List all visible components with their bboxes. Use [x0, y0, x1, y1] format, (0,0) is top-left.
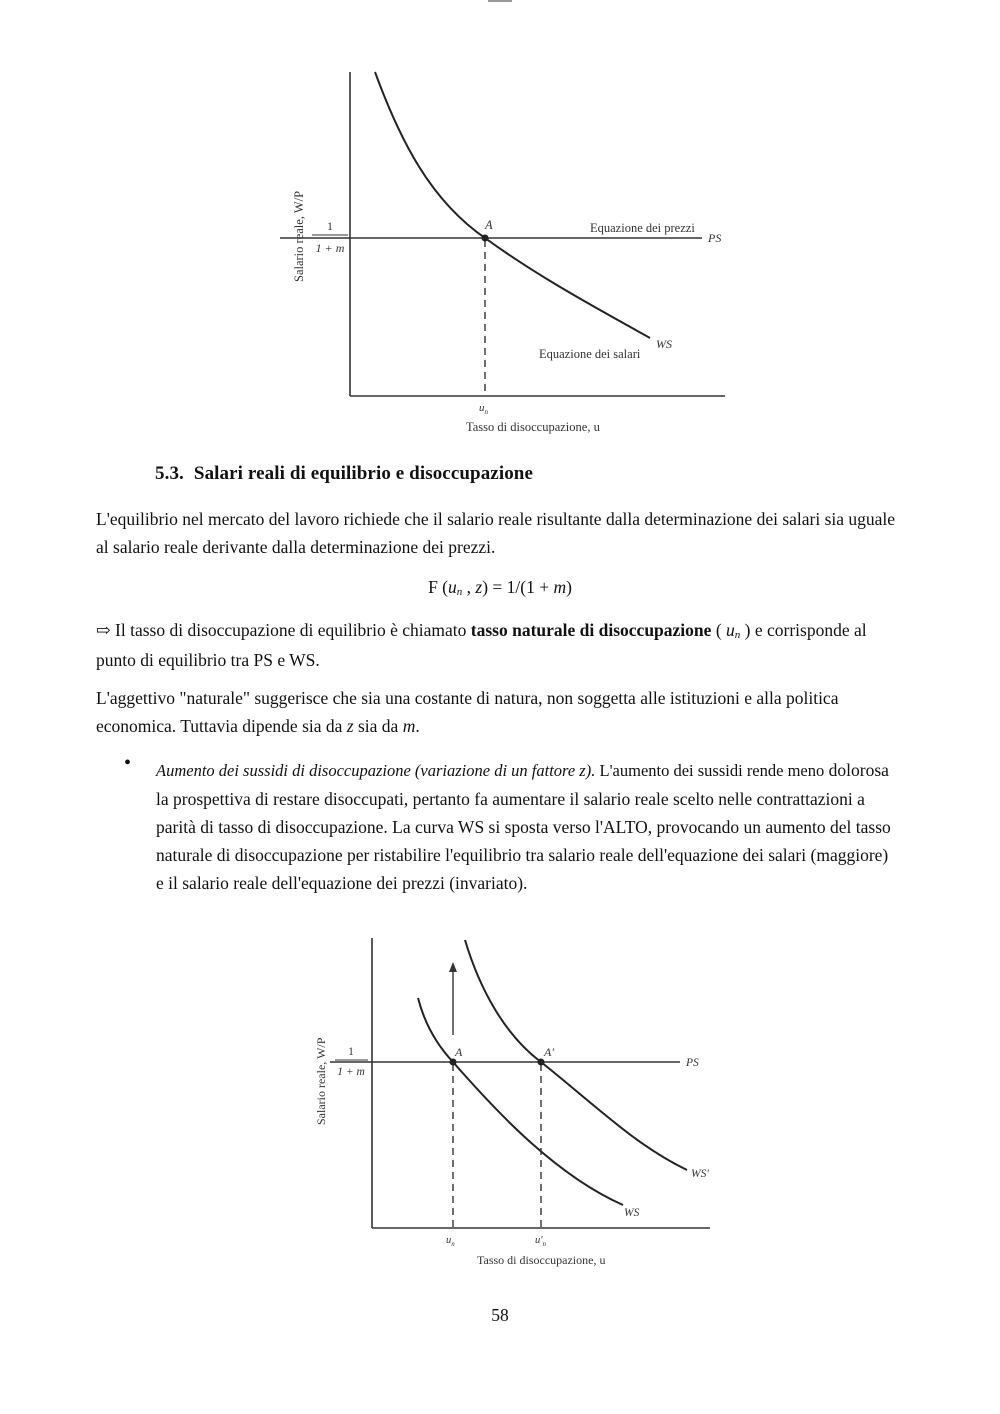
figure-2 — [305, 930, 725, 1275]
y-axis-label: Salario reale, W/P — [292, 190, 306, 282]
paragraph-equilibrium: L'equilibrio nel mercato del lavoro richiede che il salario reale risultante dalla determinazione dei salari sia uguale al salario reale derivante dalla determinazione dei prezzi. — [96, 509, 896, 557]
x-axis-label: Tasso di disoccupazione, u — [477, 1253, 606, 1267]
equilibrium-point-a — [450, 1059, 457, 1066]
x-tick-un-prime: $u'_n$ — [535, 1235, 546, 1248]
arrow-icon: ⇨ — [96, 620, 111, 640]
formula: F (un , z) = 1/(1 + m) — [428, 577, 572, 598]
point-a-label: A — [455, 1045, 463, 1059]
ws-tag: WS — [624, 1207, 640, 1219]
x-axis-label: Tasso di disoccupazione, u — [466, 420, 600, 434]
paragraph-natural-adjective: L'aggettivo "naturale" suggerisce che sia una costante di natura, non soggetta alle istituzioni e alla politica economica. Tuttavia dipende sia da z sia da m. — [96, 688, 839, 736]
y-tick-denominator: 1 + m — [315, 241, 345, 255]
ws-label: Equazione dei salari — [539, 347, 641, 361]
ps-tag: PS — [708, 231, 722, 245]
x-tick-un: $u_n$ — [446, 1235, 455, 1248]
equilibrium-point-a2 — [538, 1059, 545, 1066]
section-title: 5.3. Salari reali di equilibrio e disoccupazione — [155, 463, 534, 484]
y-axis-label: Salario reale, W/P — [314, 1037, 328, 1125]
ws-curve — [375, 72, 650, 338]
ws-prime-tag: WS' — [691, 1168, 709, 1180]
point-a2-label: A' — [544, 1045, 554, 1059]
paragraph-natural-rate: ⇨ Il tasso di disoccupazione di equilibrio è chiamato tasso naturale di disoccupazione ( un ) e corrisponde al punto di equilibrio tra PS e WS. — [96, 620, 867, 670]
page-number: 58 — [491, 1305, 509, 1325]
y-tick-denominator: 1 + m — [337, 1066, 365, 1078]
ws-prime-curve — [465, 940, 687, 1170]
point-a-label: A — [485, 218, 493, 232]
bullet-icon: • — [124, 752, 132, 774]
ps-label: Equazione dei prezzi — [590, 221, 695, 235]
arrow-up-icon — [449, 962, 457, 972]
figure-1 — [280, 60, 740, 445]
x-tick-un: $u_n$ — [479, 402, 488, 416]
ws-curve — [418, 998, 623, 1205]
ws-tag: WS — [656, 337, 672, 351]
y-tick-numerator: 1 — [327, 219, 333, 233]
equilibrium-point — [482, 235, 489, 242]
bullet-item-subsidies: Aumento dei sussidi di disoccupazione (variazione di un fattore z). L'aumento dei sussidi rende meno dolorosa la prospettiva di restare disoccupati, pertanto fa aumentare il salario reale scelto nelle contrattazioni a parità di tasso di disoccupazione. La curva WS si sposta verso l'ALTO, provocando un aumento del tasso naturale di disoccupazione per ristabilire l'equilibrio tra salario reale dell'equazione dei salari (maggiore) e il salario reale dell'equazione dei prezzi (invariato). — [156, 760, 891, 893]
y-tick-numerator: 1 — [348, 1046, 354, 1058]
ps-tag: PS — [686, 1057, 699, 1069]
header-mark — [488, 0, 512, 2]
